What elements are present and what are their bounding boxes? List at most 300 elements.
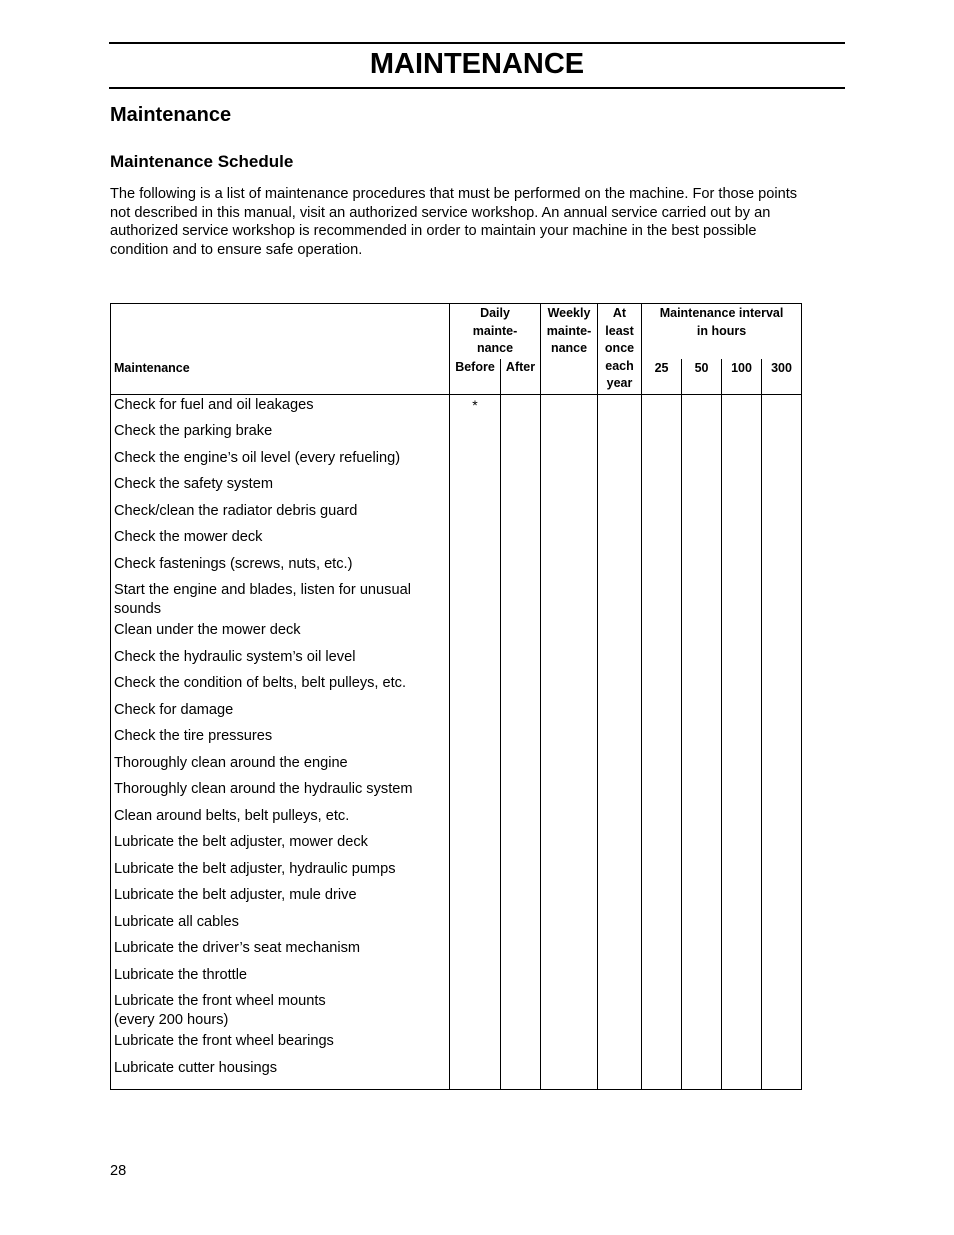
header-hours-300: 300 bbox=[762, 359, 802, 395]
task-text: Thoroughly clean around the engine bbox=[114, 754, 348, 771]
schedule-cell-h25 bbox=[642, 754, 682, 781]
schedule-cell-h300 bbox=[762, 860, 802, 887]
schedule-cell-weekly bbox=[541, 992, 598, 1032]
schedule-cell-before: * bbox=[450, 394, 501, 422]
schedule-cell-h300 bbox=[762, 886, 802, 913]
schedule-cell-after bbox=[501, 727, 541, 754]
schedule-cell-after bbox=[501, 502, 541, 529]
task-text: Check the safety system bbox=[114, 476, 273, 492]
schedule-cell-h100 bbox=[722, 807, 762, 834]
task-cell bbox=[111, 449, 450, 476]
schedule-cell-after bbox=[501, 780, 541, 807]
schedule-cell-yearly bbox=[598, 754, 642, 781]
schedule-cell-after bbox=[501, 701, 541, 728]
schedule-cell-before bbox=[450, 555, 501, 582]
schedule-cell-before bbox=[450, 648, 501, 675]
schedule-cell-h25 bbox=[642, 449, 682, 476]
schedule-cell-after bbox=[501, 555, 541, 582]
schedule-cell-yearly bbox=[598, 701, 642, 728]
schedule-cell-h25 bbox=[642, 528, 682, 555]
task-cell bbox=[111, 555, 450, 582]
schedule-cell-yearly bbox=[598, 992, 642, 1032]
table-row bbox=[111, 939, 802, 966]
schedule-cell-h300 bbox=[762, 621, 802, 648]
schedule-cell-before bbox=[450, 422, 501, 449]
table-row bbox=[111, 913, 802, 940]
task-cell bbox=[111, 807, 450, 834]
schedule-cell-h50 bbox=[682, 780, 722, 807]
table-row bbox=[111, 422, 802, 449]
task-cell bbox=[111, 913, 450, 940]
schedule-cell-h25 bbox=[642, 1032, 682, 1059]
task-cell bbox=[111, 860, 450, 887]
intro-line: not described in this manual, visit an authorized service workshop. An annual service carried out by an bbox=[110, 204, 771, 221]
schedule-cell-h300 bbox=[762, 913, 802, 940]
page-banner-title: MAINTENANCE bbox=[369, 48, 585, 80]
schedule-cell-h25 bbox=[642, 939, 682, 966]
schedule-cell-weekly bbox=[541, 1032, 598, 1059]
schedule-cell-h100 bbox=[722, 648, 762, 675]
page-number: 28 bbox=[110, 1163, 127, 1179]
schedule-cell-weekly bbox=[541, 528, 598, 555]
schedule-cell-h50 bbox=[682, 966, 722, 993]
schedule-cell-h300 bbox=[762, 475, 802, 502]
schedule-cell-h50 bbox=[682, 754, 722, 781]
schedule-cell-weekly bbox=[541, 886, 598, 913]
schedule-cell-h50 bbox=[682, 833, 722, 860]
schedule-cell-h25 bbox=[642, 886, 682, 913]
schedule-cell-h50 bbox=[682, 886, 722, 913]
schedule-cell-weekly bbox=[541, 966, 598, 993]
schedule-cell-h300 bbox=[762, 780, 802, 807]
schedule-cell-h300 bbox=[762, 394, 802, 422]
schedule-cell-h25 bbox=[642, 394, 682, 422]
schedule-cell-weekly bbox=[541, 939, 598, 966]
schedule-cell-yearly bbox=[598, 581, 642, 621]
schedule-cell-weekly bbox=[541, 648, 598, 675]
table-row bbox=[111, 528, 802, 555]
schedule-cell-after bbox=[501, 475, 541, 502]
schedule-cell-h25 bbox=[642, 621, 682, 648]
schedule-cell-after bbox=[501, 422, 541, 449]
table-row bbox=[111, 648, 802, 675]
schedule-cell-h100 bbox=[722, 833, 762, 860]
table-row bbox=[111, 727, 802, 754]
schedule-cell-yearly bbox=[598, 780, 642, 807]
schedule-cell-h25 bbox=[642, 502, 682, 529]
task-text: Lubricate all cables bbox=[114, 913, 239, 930]
schedule-cell-before bbox=[450, 886, 501, 913]
task-cell bbox=[111, 528, 450, 555]
schedule-cell-before bbox=[450, 833, 501, 860]
schedule-cell-h25 bbox=[642, 674, 682, 701]
schedule-cell-before bbox=[450, 1059, 501, 1090]
task-cell bbox=[111, 833, 450, 860]
schedule-cell-h50 bbox=[682, 422, 722, 449]
schedule-cell-before bbox=[450, 780, 501, 807]
schedule-cell-before bbox=[450, 621, 501, 648]
schedule-cell-h300 bbox=[762, 648, 802, 675]
header-hours-100: 100 bbox=[722, 359, 762, 395]
schedule-cell-h50 bbox=[682, 648, 722, 675]
task-cell bbox=[111, 701, 450, 728]
schedule-cell-after bbox=[501, 1032, 541, 1059]
schedule-cell-before bbox=[450, 1032, 501, 1059]
schedule-cell-h100 bbox=[722, 502, 762, 529]
intro-paragraph bbox=[110, 185, 850, 259]
table-row bbox=[111, 966, 802, 993]
task-cell bbox=[111, 502, 450, 529]
schedule-cell-before bbox=[450, 992, 501, 1032]
task-text: Check fastenings (screws, nuts, etc.) bbox=[114, 555, 353, 572]
schedule-cell-after bbox=[501, 992, 541, 1032]
schedule-cell-h300 bbox=[762, 701, 802, 728]
schedule-cell-before bbox=[450, 913, 501, 940]
schedule-cell-h50 bbox=[682, 913, 722, 940]
intro-line: authorized service workshop is recommended in order to maintain your machine in the best possible bbox=[110, 223, 757, 239]
task-cell bbox=[111, 621, 450, 648]
schedule-cell-yearly bbox=[598, 621, 642, 648]
schedule-cell-after bbox=[501, 674, 541, 701]
schedule-cell-weekly bbox=[541, 701, 598, 728]
schedule-cell-after bbox=[501, 860, 541, 887]
task-text: Check for damage bbox=[114, 701, 234, 718]
schedule-cell-h25 bbox=[642, 966, 682, 993]
task-text: Check the engine’s oil level (every refueling) bbox=[114, 449, 401, 466]
task-cell bbox=[111, 475, 450, 502]
schedule-cell-h100 bbox=[722, 1032, 762, 1059]
schedule-cell-yearly bbox=[598, 502, 642, 529]
schedule-cell-before bbox=[450, 754, 501, 781]
task-text: Check the tire pressures bbox=[114, 728, 273, 744]
schedule-cell-after bbox=[501, 528, 541, 555]
schedule-cell-h25 bbox=[642, 807, 682, 834]
header-hours-25: 25 bbox=[642, 359, 682, 395]
task-text: Lubricate the belt adjuster, mule drive bbox=[114, 887, 357, 903]
schedule-cell-h25 bbox=[642, 555, 682, 582]
schedule-cell-h300 bbox=[762, 727, 802, 754]
schedule-cell-h300 bbox=[762, 555, 802, 582]
table-row bbox=[111, 394, 802, 422]
schedule-cell-yearly bbox=[598, 475, 642, 502]
table-row bbox=[111, 886, 802, 913]
schedule-cell-h50 bbox=[682, 992, 722, 1032]
table-row bbox=[111, 807, 802, 834]
schedule-cell-before bbox=[450, 727, 501, 754]
banner-bottom-rule bbox=[109, 87, 845, 89]
task-text: sounds bbox=[114, 601, 162, 617]
schedule-cell-h25 bbox=[642, 913, 682, 940]
table-row bbox=[111, 860, 802, 887]
schedule-cell-before bbox=[450, 475, 501, 502]
header-before: Before bbox=[450, 359, 501, 395]
schedule-cell-h300 bbox=[762, 939, 802, 966]
schedule-cell-h100 bbox=[722, 992, 762, 1032]
schedule-cell-h100 bbox=[722, 528, 762, 555]
intro-line: The following is a list of maintenance procedures that must be performed on the machine. For those points bbox=[110, 186, 798, 202]
task-text: Lubricate the front wheel bearings bbox=[114, 1033, 334, 1049]
header-daily-maintenance: Daily mainte- nance bbox=[450, 304, 541, 359]
schedule-cell-h100 bbox=[722, 1059, 762, 1090]
schedule-cell-yearly bbox=[598, 913, 642, 940]
schedule-cell-h100 bbox=[722, 860, 762, 887]
task-cell bbox=[111, 727, 450, 754]
schedule-cell-yearly bbox=[598, 555, 642, 582]
schedule-cell-after bbox=[501, 648, 541, 675]
schedule-cell-after bbox=[501, 807, 541, 834]
schedule-cell-weekly bbox=[541, 780, 598, 807]
schedule-cell-h50 bbox=[682, 581, 722, 621]
schedule-cell-h50 bbox=[682, 449, 722, 476]
schedule-cell-h100 bbox=[722, 621, 762, 648]
schedule-cell-h300 bbox=[762, 502, 802, 529]
schedule-cell-h25 bbox=[642, 648, 682, 675]
table-row bbox=[111, 992, 802, 1032]
task-cell bbox=[111, 754, 450, 781]
task-text: Lubricate the front wheel mounts bbox=[114, 993, 326, 1009]
schedule-cell-h25 bbox=[642, 475, 682, 502]
schedule-cell-yearly bbox=[598, 807, 642, 834]
schedule-cell-yearly bbox=[598, 1032, 642, 1059]
schedule-cell-h50 bbox=[682, 727, 722, 754]
schedule-cell-h25 bbox=[642, 780, 682, 807]
schedule-cell-h300 bbox=[762, 674, 802, 701]
header-weekly-maintenance: Weekly mainte- nance bbox=[541, 304, 598, 395]
schedule-cell-h50 bbox=[682, 860, 722, 887]
schedule-cell-h300 bbox=[762, 1059, 802, 1090]
schedule-cell-before bbox=[450, 701, 501, 728]
schedule-cell-h25 bbox=[642, 860, 682, 887]
schedule-cell-before bbox=[450, 860, 501, 887]
schedule-cell-yearly bbox=[598, 939, 642, 966]
task-text: Clean around belts, belt pulleys, etc. bbox=[114, 807, 350, 824]
header-after: After bbox=[501, 359, 541, 395]
schedule-cell-h300 bbox=[762, 833, 802, 860]
schedule-cell-weekly bbox=[541, 674, 598, 701]
task-text: Lubricate the belt adjuster, mower deck bbox=[114, 834, 368, 850]
schedule-cell-h25 bbox=[642, 1059, 682, 1090]
task-text: Lubricate the driver’s seat mechanism bbox=[114, 940, 361, 956]
schedule-cell-yearly bbox=[598, 833, 642, 860]
schedule-cell-h25 bbox=[642, 992, 682, 1032]
task-cell bbox=[111, 674, 450, 701]
schedule-cell-h100 bbox=[722, 966, 762, 993]
task-text: Lubricate the throttle bbox=[114, 966, 248, 983]
header-yearly: At least once each year bbox=[598, 304, 642, 395]
schedule-cell-yearly bbox=[598, 648, 642, 675]
task-cell bbox=[111, 394, 450, 422]
task-text: Lubricate the belt adjuster, hydraulic pumps bbox=[114, 860, 396, 877]
schedule-cell-before bbox=[450, 939, 501, 966]
schedule-cell-h300 bbox=[762, 1032, 802, 1059]
task-text: Check the mower deck bbox=[114, 529, 263, 545]
schedule-cell-h25 bbox=[642, 581, 682, 621]
schedule-cell-h100 bbox=[722, 555, 762, 582]
schedule-cell-h50 bbox=[682, 701, 722, 728]
schedule-cell-before bbox=[450, 581, 501, 621]
schedule-cell-weekly bbox=[541, 449, 598, 476]
schedule-cell-before bbox=[450, 502, 501, 529]
schedule-cell-weekly bbox=[541, 913, 598, 940]
task-cell bbox=[111, 648, 450, 675]
task-cell bbox=[111, 581, 450, 621]
schedule-cell-before bbox=[450, 966, 501, 993]
schedule-cell-after bbox=[501, 394, 541, 422]
schedule-cell-h300 bbox=[762, 528, 802, 555]
schedule-cell-h50 bbox=[682, 1059, 722, 1090]
table-row bbox=[111, 449, 802, 476]
task-text: Check the parking brake bbox=[114, 423, 273, 439]
schedule-cell-after bbox=[501, 913, 541, 940]
schedule-cell-h300 bbox=[762, 966, 802, 993]
task-cell bbox=[111, 780, 450, 807]
schedule-body bbox=[111, 394, 802, 1089]
task-cell bbox=[111, 1032, 450, 1059]
schedule-cell-h100 bbox=[722, 913, 762, 940]
schedule-cell-h100 bbox=[722, 422, 762, 449]
schedule-cell-yearly bbox=[598, 674, 642, 701]
task-cell bbox=[111, 886, 450, 913]
schedule-cell-h50 bbox=[682, 502, 722, 529]
task-cell bbox=[111, 992, 450, 1032]
schedule-cell-h100 bbox=[722, 674, 762, 701]
schedule-cell-after bbox=[501, 449, 541, 476]
schedule-cell-h100 bbox=[722, 939, 762, 966]
schedule-cell-weekly bbox=[541, 422, 598, 449]
section-title: Maintenance bbox=[110, 104, 232, 126]
schedule-cell-before bbox=[450, 528, 501, 555]
schedule-cell-h50 bbox=[682, 939, 722, 966]
task-cell bbox=[111, 1059, 450, 1090]
schedule-cell-after bbox=[501, 886, 541, 913]
schedule-cell-h100 bbox=[722, 701, 762, 728]
schedule-cell-yearly bbox=[598, 886, 642, 913]
schedule-cell-before bbox=[450, 674, 501, 701]
schedule-cell-yearly bbox=[598, 528, 642, 555]
table-row bbox=[111, 701, 802, 728]
schedule-cell-h50 bbox=[682, 528, 722, 555]
schedule-cell-weekly bbox=[541, 807, 598, 834]
schedule-cell-yearly bbox=[598, 1059, 642, 1090]
header-maintenance-interval: Maintenance interval in hours bbox=[642, 304, 802, 359]
schedule-cell-h50 bbox=[682, 1032, 722, 1059]
schedule-cell-yearly bbox=[598, 449, 642, 476]
schedule-cell-h50 bbox=[682, 475, 722, 502]
schedule-cell-h100 bbox=[722, 886, 762, 913]
schedule-cell-before bbox=[450, 449, 501, 476]
schedule-cell-h50 bbox=[682, 621, 722, 648]
schedule-cell-before bbox=[450, 807, 501, 834]
schedule-cell-h300 bbox=[762, 754, 802, 781]
task-cell bbox=[111, 422, 450, 449]
schedule-cell-h300 bbox=[762, 422, 802, 449]
schedule-cell-h100 bbox=[722, 449, 762, 476]
task-text: Start the engine and blades, listen for unusual bbox=[114, 582, 411, 598]
schedule-cell-weekly bbox=[541, 581, 598, 621]
schedule-cell-yearly bbox=[598, 966, 642, 993]
schedule-cell-weekly bbox=[541, 860, 598, 887]
schedule-cell-after bbox=[501, 833, 541, 860]
task-text: Check for fuel and oil leakages bbox=[114, 396, 314, 413]
schedule-cell-yearly bbox=[598, 727, 642, 754]
maintenance-schedule-table bbox=[110, 303, 802, 1090]
table-row bbox=[111, 1059, 802, 1090]
task-text: Lubricate cutter housings bbox=[114, 1059, 278, 1076]
schedule-cell-weekly bbox=[541, 833, 598, 860]
schedule-cell-h25 bbox=[642, 727, 682, 754]
task-text: Check the hydraulic system’s oil level bbox=[114, 648, 356, 665]
table-row bbox=[111, 1032, 802, 1059]
schedule-cell-h100 bbox=[722, 780, 762, 807]
table-row bbox=[111, 555, 802, 582]
schedule-cell-weekly bbox=[541, 1059, 598, 1090]
task-cell bbox=[111, 939, 450, 966]
schedule-cell-h100 bbox=[722, 754, 762, 781]
intro-line: condition and to ensure safe operation. bbox=[110, 241, 363, 258]
schedule-cell-weekly bbox=[541, 754, 598, 781]
schedule-cell-h25 bbox=[642, 422, 682, 449]
schedule-cell-yearly bbox=[598, 422, 642, 449]
schedule-cell-h100 bbox=[722, 727, 762, 754]
schedule-cell-h100 bbox=[722, 581, 762, 621]
task-text: Thoroughly clean around the hydraulic system bbox=[114, 781, 413, 797]
table-row bbox=[111, 581, 802, 621]
table-row bbox=[111, 674, 802, 701]
schedule-cell-h50 bbox=[682, 555, 722, 582]
schedule-cell-h300 bbox=[762, 449, 802, 476]
schedule-cell-weekly bbox=[541, 502, 598, 529]
schedule-cell-h300 bbox=[762, 992, 802, 1032]
schedule-cell-yearly bbox=[598, 394, 642, 422]
schedule-cell-h100 bbox=[722, 394, 762, 422]
schedule-cell-h50 bbox=[682, 807, 722, 834]
schedule-cell-h50 bbox=[682, 394, 722, 422]
table-row bbox=[111, 475, 802, 502]
schedule-cell-weekly bbox=[541, 475, 598, 502]
schedule-cell-yearly bbox=[598, 860, 642, 887]
header-maintenance: Maintenance bbox=[111, 304, 450, 395]
schedule-cell-h300 bbox=[762, 581, 802, 621]
table-row bbox=[111, 833, 802, 860]
schedule-cell-after bbox=[501, 939, 541, 966]
table-row bbox=[111, 754, 802, 781]
schedule-cell-after bbox=[501, 621, 541, 648]
schedule-cell-after bbox=[501, 581, 541, 621]
schedule-cell-h25 bbox=[642, 701, 682, 728]
table-row bbox=[111, 502, 802, 529]
schedule-cell-after bbox=[501, 966, 541, 993]
schedule-cell-weekly bbox=[541, 555, 598, 582]
task-text: Check the condition of belts, belt pulleys, etc. bbox=[114, 675, 407, 691]
table-row bbox=[111, 780, 802, 807]
task-cell bbox=[111, 966, 450, 993]
schedule-cell-weekly bbox=[541, 394, 598, 422]
schedule-cell-h25 bbox=[642, 833, 682, 860]
schedule-cell-after bbox=[501, 754, 541, 781]
schedule-cell-h100 bbox=[722, 475, 762, 502]
table-row bbox=[111, 621, 802, 648]
task-text: Check/clean the radiator debris guard bbox=[114, 502, 358, 519]
schedule-cell-weekly bbox=[541, 727, 598, 754]
task-text: (every 200 hours) bbox=[114, 1012, 229, 1028]
header-hours-50: 50 bbox=[682, 359, 722, 395]
subsection-title: Maintenance Schedule bbox=[110, 152, 294, 171]
task-text: Clean under the mower deck bbox=[114, 622, 301, 638]
schedule-cell-h50 bbox=[682, 674, 722, 701]
schedule-cell-after bbox=[501, 1059, 541, 1090]
schedule-cell-h300 bbox=[762, 807, 802, 834]
schedule-cell-weekly bbox=[541, 621, 598, 648]
